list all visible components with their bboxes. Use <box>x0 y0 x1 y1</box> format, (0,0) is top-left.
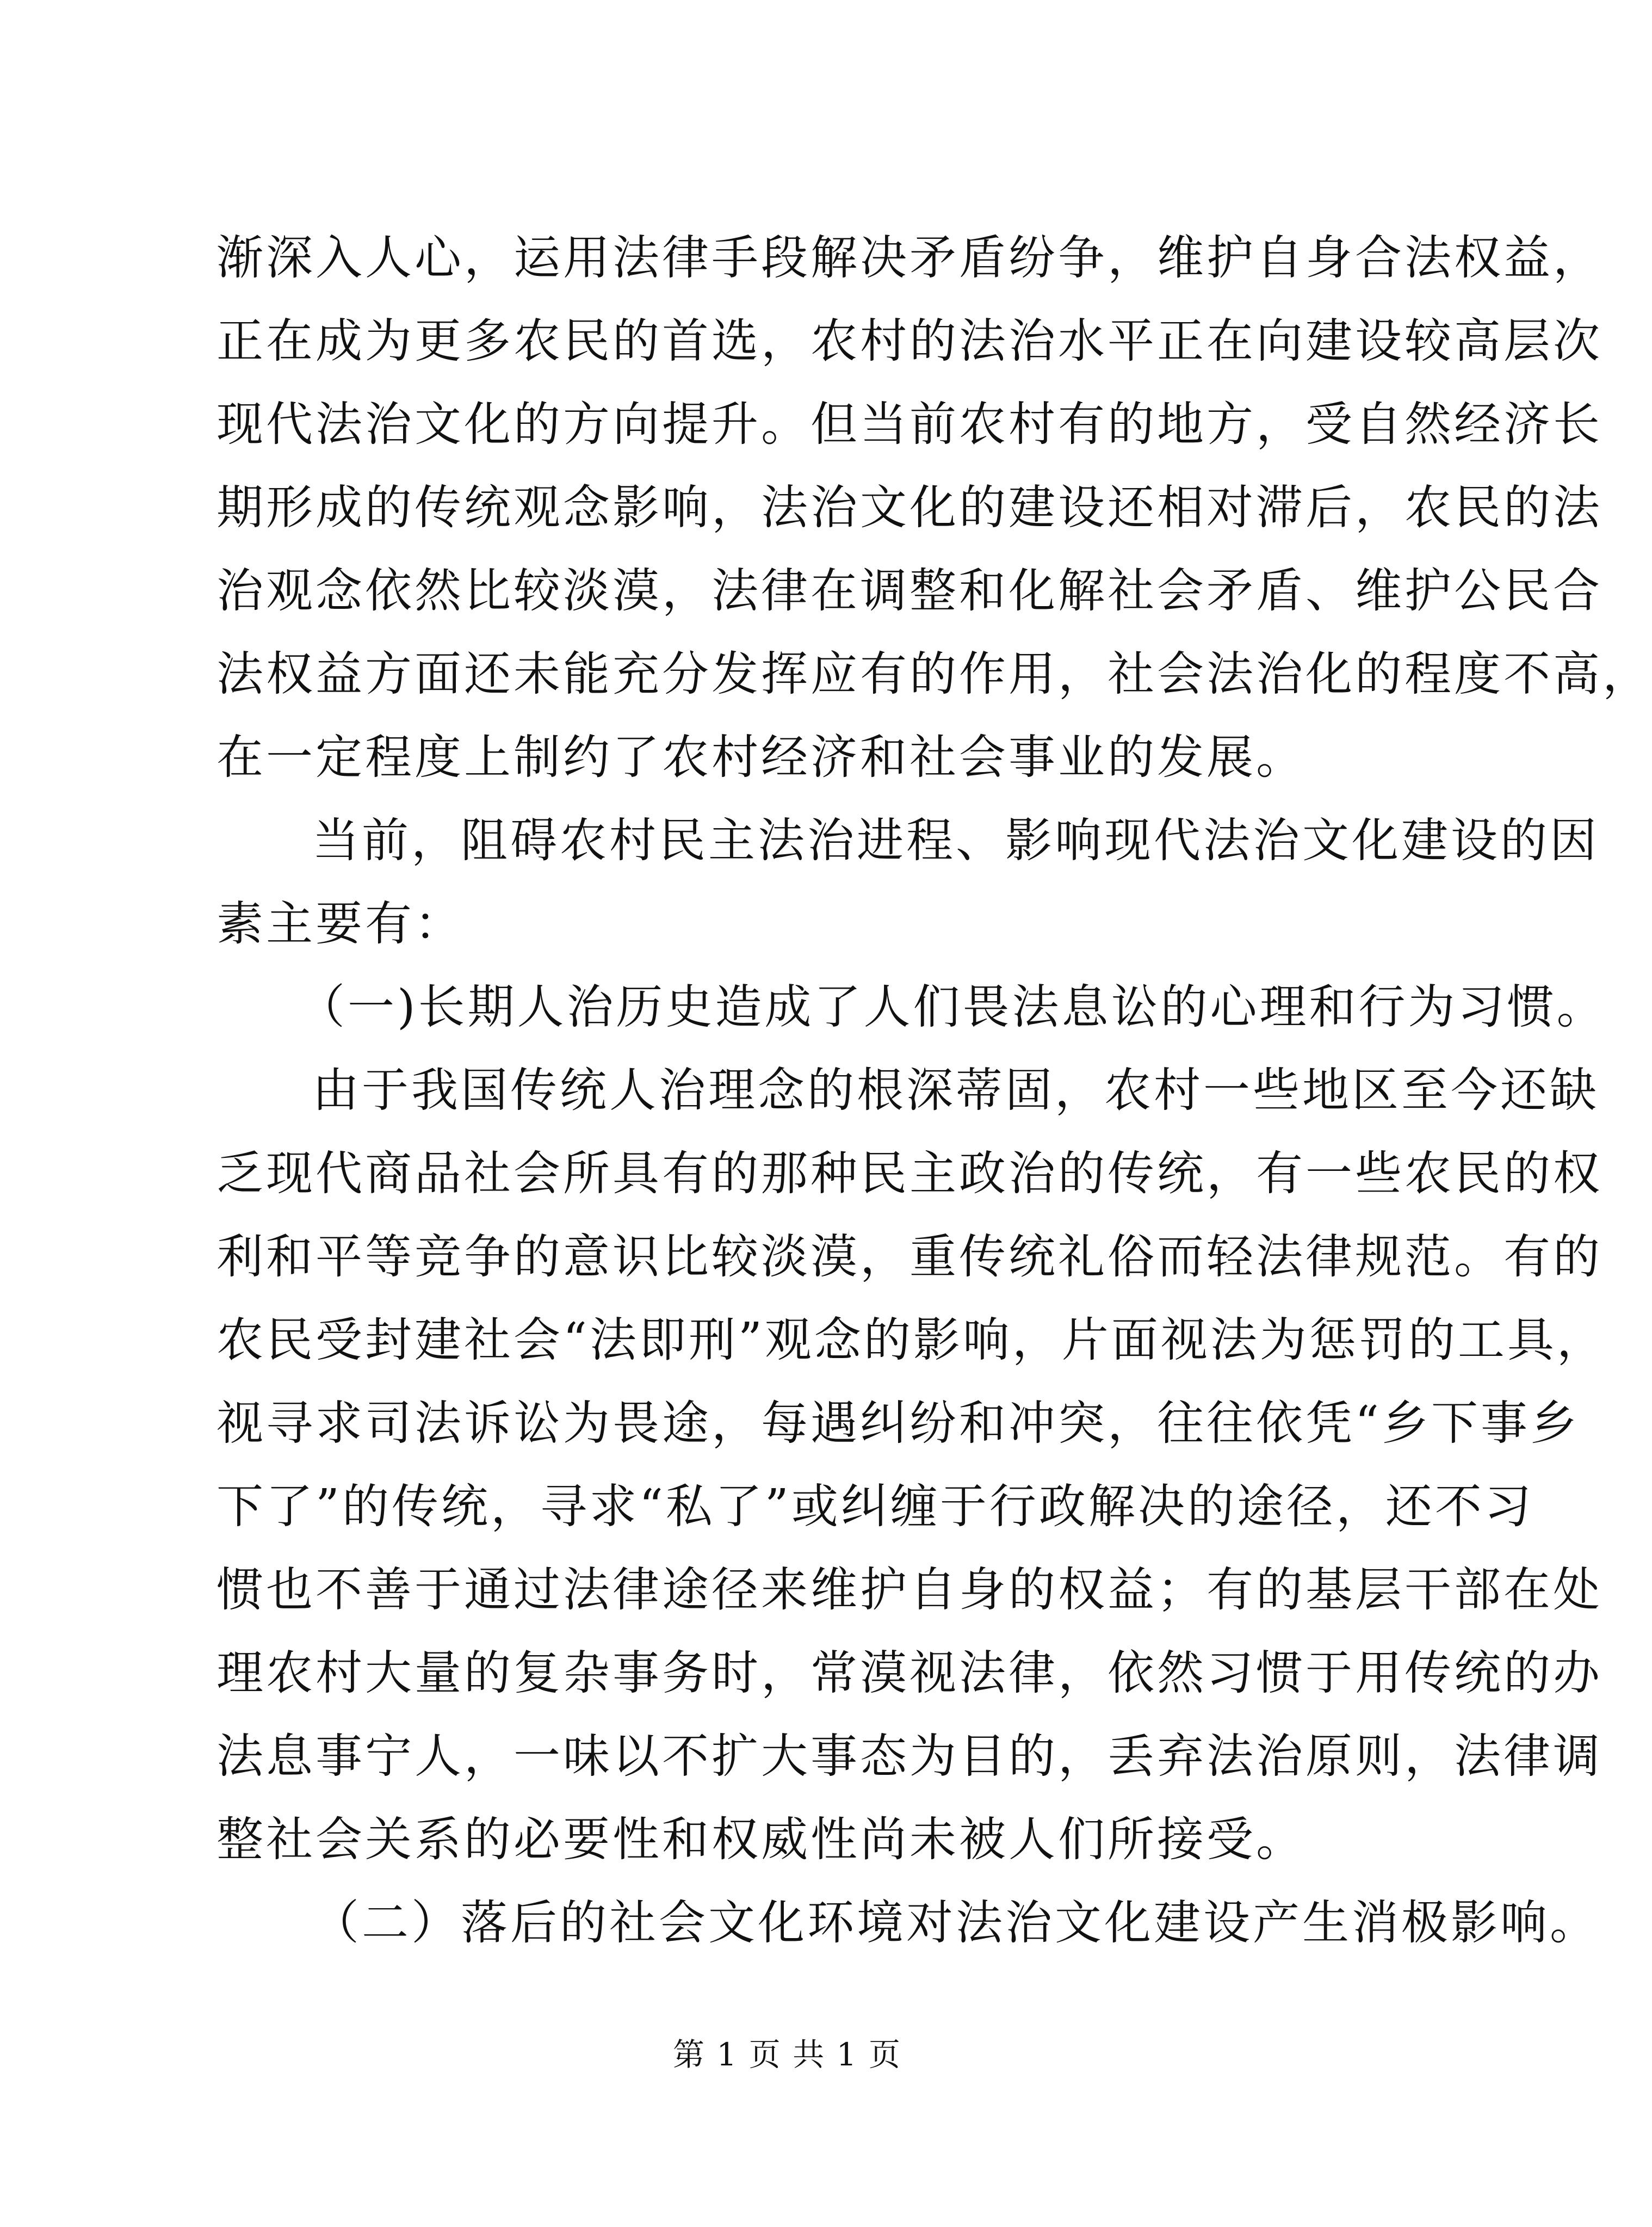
text-line: 理农村大量的复杂事务时，常漠视法律，依然习惯于用传统的办 <box>216 1646 1602 1700</box>
text-line: 期形成的传统观念影响，法治文化的建设还相对滞后，农民的法 <box>216 480 1602 535</box>
text-line: 治观念依然比较淡漠，法律在调整和化解社会矛盾、维护公民合 <box>216 564 1602 618</box>
text-line: 法权益方面还未能充分发挥应有的作用，社会法治化的程度不高， <box>216 647 1652 701</box>
text-line: 乏现代商品社会所具有的那种民主政治的传统，有一些农民的权 <box>216 1146 1602 1201</box>
text-line: 现代法治文化的方向提升。但当前农村有的地方，受自然经济长 <box>216 397 1602 452</box>
text-line: 法息事宁人，一味以不扩大事态为目的，丢弃法治原则，法律调 <box>216 1729 1602 1784</box>
page-footer: 第 1 页 共 1 页 <box>673 2036 901 2073</box>
text-line: 利和平等竞争的意识比较淡漠，重传统礼俗而轻法律规范。有的 <box>216 1230 1602 1284</box>
text-line: 正在成为更多农民的首选，农村的法治水平正在向建设较高层次 <box>216 314 1602 368</box>
text-line: 整社会关系的必要性和权威性尚未被人们所接受。 <box>216 1812 1305 1867</box>
text-line: 惯也不善于通过法律途径来维护自身的权益；有的基层干部在处 <box>216 1563 1602 1617</box>
text-line: 素主要有： <box>216 897 464 951</box>
text-line: 在一定程度上制约了农村经济和社会事业的发展。 <box>216 730 1305 785</box>
text-line: 视寻求司法诉讼为畏途，每遇纠纷和冲突，往往依凭“乡下事乡 <box>216 1396 1580 1451</box>
body-text <box>216 217 1652 1965</box>
paragraph-first-line: 由于我国传统人治理念的根深蒂固，农村一些地区至今还缺 <box>312 1063 1599 1118</box>
section-heading: （二）落后的社会文化环境对法治文化建设产生消极影响。 <box>312 1896 1599 1950</box>
paragraph-first-line: 当前，阻碍农村民主法治进程、影响现代法治文化建设的因 <box>312 813 1599 868</box>
text-line: 农民受封建社会“法即刑”观念的影响，片面视法为惩罚的工具， <box>216 1313 1606 1367</box>
section-heading: （一)长期人治历史造成了人们畏法息讼的心理和行为习惯。 <box>298 980 1606 1034</box>
text-line: 下了”的传统，寻求“私了”或纠缠于行政解决的途径，还不习 <box>216 1479 1534 1534</box>
text-line: 渐深入人心，运用法律手段解决矛盾纷争，维护自身合法权益， <box>216 231 1602 285</box>
